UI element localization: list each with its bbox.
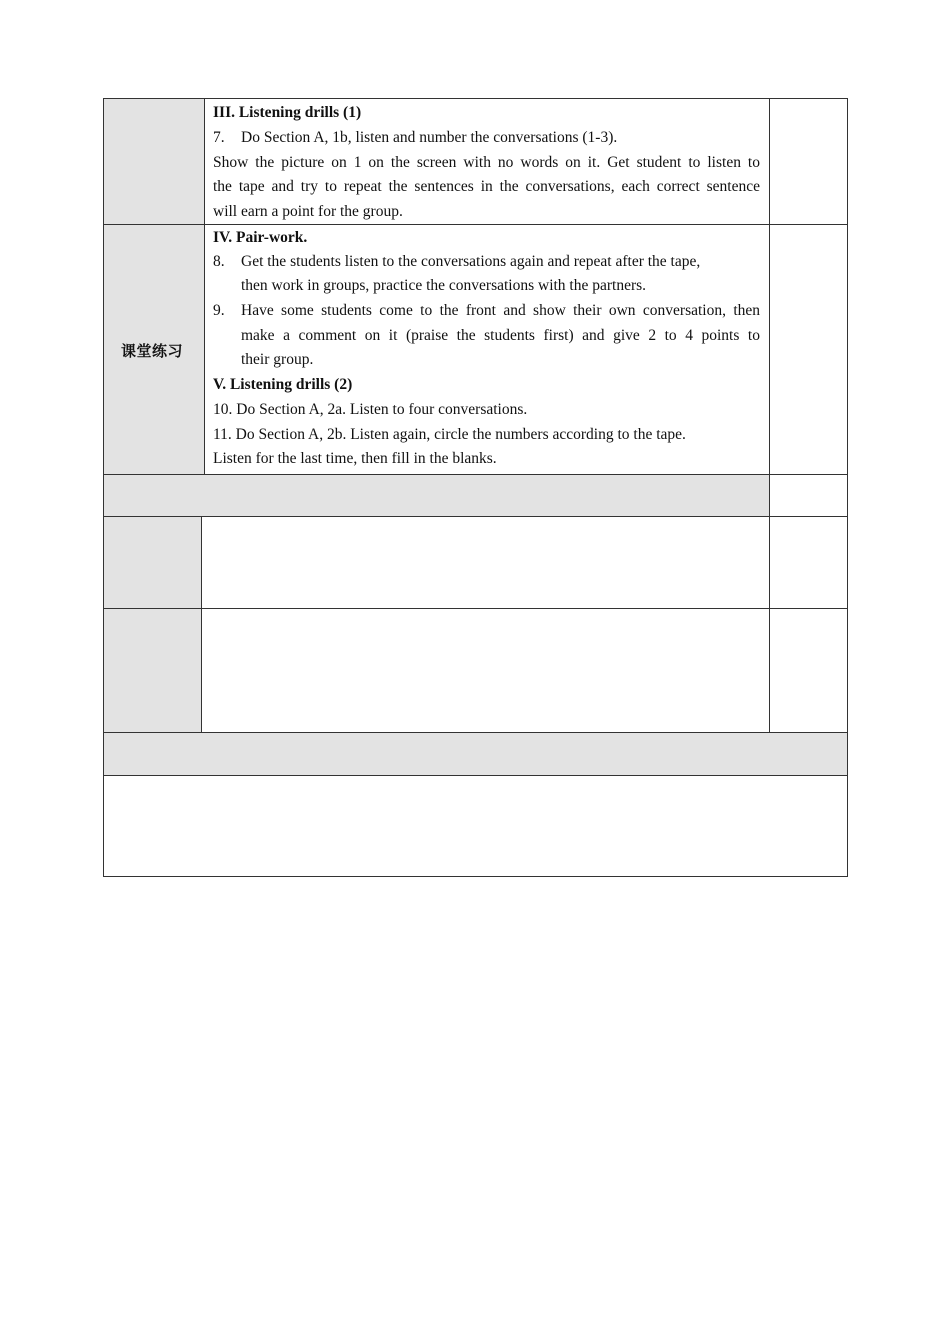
list-item-number: 9.: [213, 302, 225, 319]
table-border-left: [103, 98, 104, 877]
row-divider: [103, 732, 848, 733]
list-item-number: 8.: [213, 253, 225, 270]
list-item-text: Get the students listen to the conversations again and repeat after the tape,: [241, 253, 701, 270]
paragraph-line: Show the picture on 1 on the screen with no words on it. Get student to listen to: [213, 154, 760, 171]
left-label-cell-summary: [104, 517, 201, 608]
left-label-cell-homework: [104, 609, 201, 732]
paragraph-line: will earn a point for the group.: [213, 203, 403, 220]
list-item-text: Have some students come to the front and show their own conversation, then: [241, 302, 760, 319]
list-item-number: 7.: [213, 129, 225, 146]
summary-header-cell: [104, 475, 769, 516]
list-item-text: Do Section A, 1b, listen and number the conversations (1-3).: [241, 129, 618, 146]
table-border-bottom: [103, 876, 848, 877]
column-divider: [204, 98, 205, 475]
row-divider: [103, 775, 848, 776]
list-item-text: 10. Do Section A, 2a. Listen to four conversations.: [213, 401, 528, 418]
row-divider: [103, 516, 848, 517]
list-item-text: make a comment on it (praise the students first) and give 2 to 4 points to: [241, 327, 760, 344]
table-border-top: [103, 98, 848, 99]
list-item-text: 11. Do Section A, 2b. Listen again, circle the numbers according to the tape.: [213, 426, 686, 443]
column-divider: [201, 516, 202, 733]
paragraph-line: Listen for the last time, then fill in the blanks.: [213, 450, 497, 467]
left-label-cell-row1: [104, 99, 204, 224]
postscript-header-cell: [104, 733, 847, 775]
paragraph-line: the tape and try to repeat the sentences in the conversations, each correct sentence: [213, 178, 760, 195]
section-heading: III. Listening drills (1): [213, 104, 362, 121]
section-heading: IV. Pair-work.: [213, 229, 308, 246]
row-label-classroom-practice: 课堂练习: [121, 342, 184, 360]
column-divider: [769, 98, 770, 733]
list-item-text: then work in groups, practice the conversations with the partners.: [241, 277, 647, 294]
section-heading: V. Listening drills (2): [213, 376, 353, 393]
list-item-text: their group.: [241, 351, 314, 368]
table-border-right: [847, 98, 848, 877]
row-divider: [103, 608, 848, 609]
row-divider: [103, 474, 848, 475]
